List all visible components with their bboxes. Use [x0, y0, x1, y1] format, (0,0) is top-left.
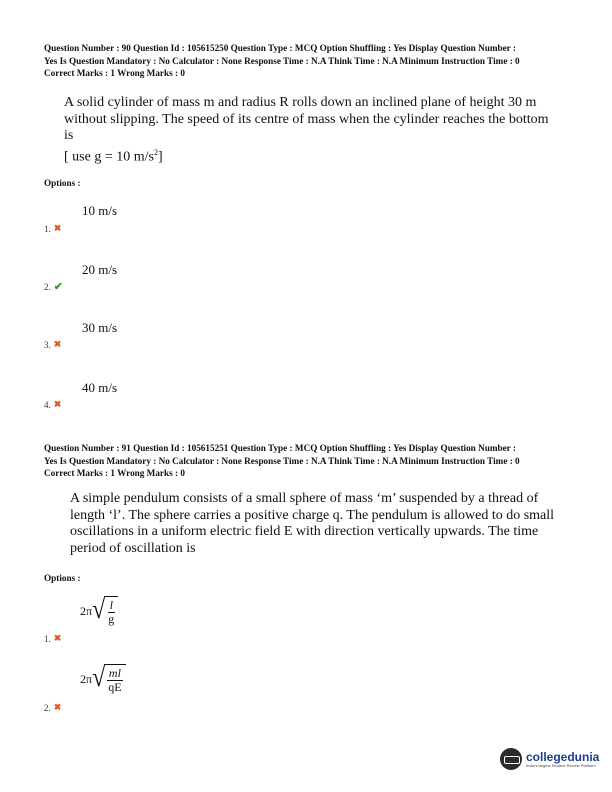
- denominator: g: [108, 612, 115, 626]
- correct-check-icon: ✔: [53, 281, 63, 293]
- meta-line: Correct Marks : 1 Wrong Marks : 0: [44, 68, 185, 78]
- denominator: qE: [108, 680, 122, 694]
- question-line: is: [64, 128, 74, 143]
- question-90-meta: [44, 42, 584, 80]
- options-label: Options :: [44, 178, 81, 188]
- meta-line: Correct Marks : 1 Wrong Marks : 0: [44, 468, 185, 478]
- option-formula[interactable]: [80, 664, 126, 694]
- option-number: 1. ✖: [44, 633, 62, 644]
- question-line: length ‘l’. The sphere carries a positive charge q. The pendulum is allowed to do small: [70, 507, 555, 523]
- option-formula[interactable]: [80, 596, 118, 626]
- meta-line: Yes Is Question Mandatory : No Calculator : None Response Time : N.A Think Time : N.A Minimum Instruction Time : 0: [44, 55, 520, 66]
- option-text[interactable]: 40 m/s: [82, 380, 118, 395]
- wrong-mark-icon: ✖: [53, 339, 62, 349]
- sqrt-symbol: √ $\frac{ml}{qE}$: [92, 664, 126, 694]
- option-number: 4. ✖: [44, 399, 62, 410]
- fraction: [106, 599, 116, 626]
- option-text[interactable]: 20 m/s: [82, 262, 118, 277]
- wrong-mark-icon: ✖: [53, 633, 62, 643]
- meta-line: Yes Is Question Mandatory : No Calculator : None Response Time : N.A Think Time : N.A Minimum Instruction Time : 0: [44, 455, 520, 466]
- question-line: A simple pendulum consists of a small sphere of mass ‘m’ suspended by a thread of: [70, 491, 539, 506]
- wrong-mark-icon: ✖: [53, 399, 62, 409]
- wrong-mark-icon: ✖: [53, 223, 62, 233]
- wrong-mark-icon: ✖: [53, 702, 62, 712]
- question-line: without slipping. The speed of its centre of mass when the cylinder reaches the bottom: [64, 111, 549, 127]
- question-91-text: [70, 491, 570, 557]
- question-line: [ use g = 10 $m/s^2$]: [64, 147, 163, 165]
- option-number: 1. ✖: [44, 223, 62, 234]
- question-line: A solid cylinder of mass m and radius R rolls down an inclined plane of height 30 m: [64, 95, 537, 110]
- question-line: period of oscillation is: [70, 540, 196, 556]
- option-number: 3. ✖: [44, 339, 62, 350]
- option-number: 2. ✖: [44, 702, 62, 713]
- sqrt-symbol: √ $\frac{l}{g}$: [92, 596, 118, 626]
- meta-line: Question Number : 90 Question Id : 105615250 Question Type : MCQ Option Shuffling : Yes Display Question Number :: [44, 43, 516, 53]
- options-label: Options :: [44, 573, 81, 583]
- mascot-icon: [500, 748, 522, 770]
- formula-prefix: 2π: [80, 671, 93, 686]
- collegedunia-logo[interactable]: [500, 748, 599, 770]
- question-90-text: [64, 95, 564, 166]
- option-text[interactable]: 10 m/s: [82, 203, 118, 218]
- formula-prefix: 2π: [80, 603, 93, 618]
- meta-line: Question Number : 91 Question Id : 105615251 Question Type : MCQ Option Shuffling : Yes Display Question Number :: [44, 443, 516, 453]
- numerator: l: [109, 598, 113, 612]
- brand-name: collegedunia: [526, 749, 600, 764]
- option-number: 2. ✔: [44, 281, 63, 293]
- option-text[interactable]: 30 m/s: [82, 320, 118, 335]
- question-line: oscillations in a uniform electric field E with direction vertically upwards. The time: [70, 524, 539, 539]
- fraction: [106, 667, 123, 694]
- brand-tagline: India's largest Student Review Platform: [526, 762, 596, 768]
- numerator: ml: [108, 666, 121, 680]
- question-91-meta: [44, 442, 584, 480]
